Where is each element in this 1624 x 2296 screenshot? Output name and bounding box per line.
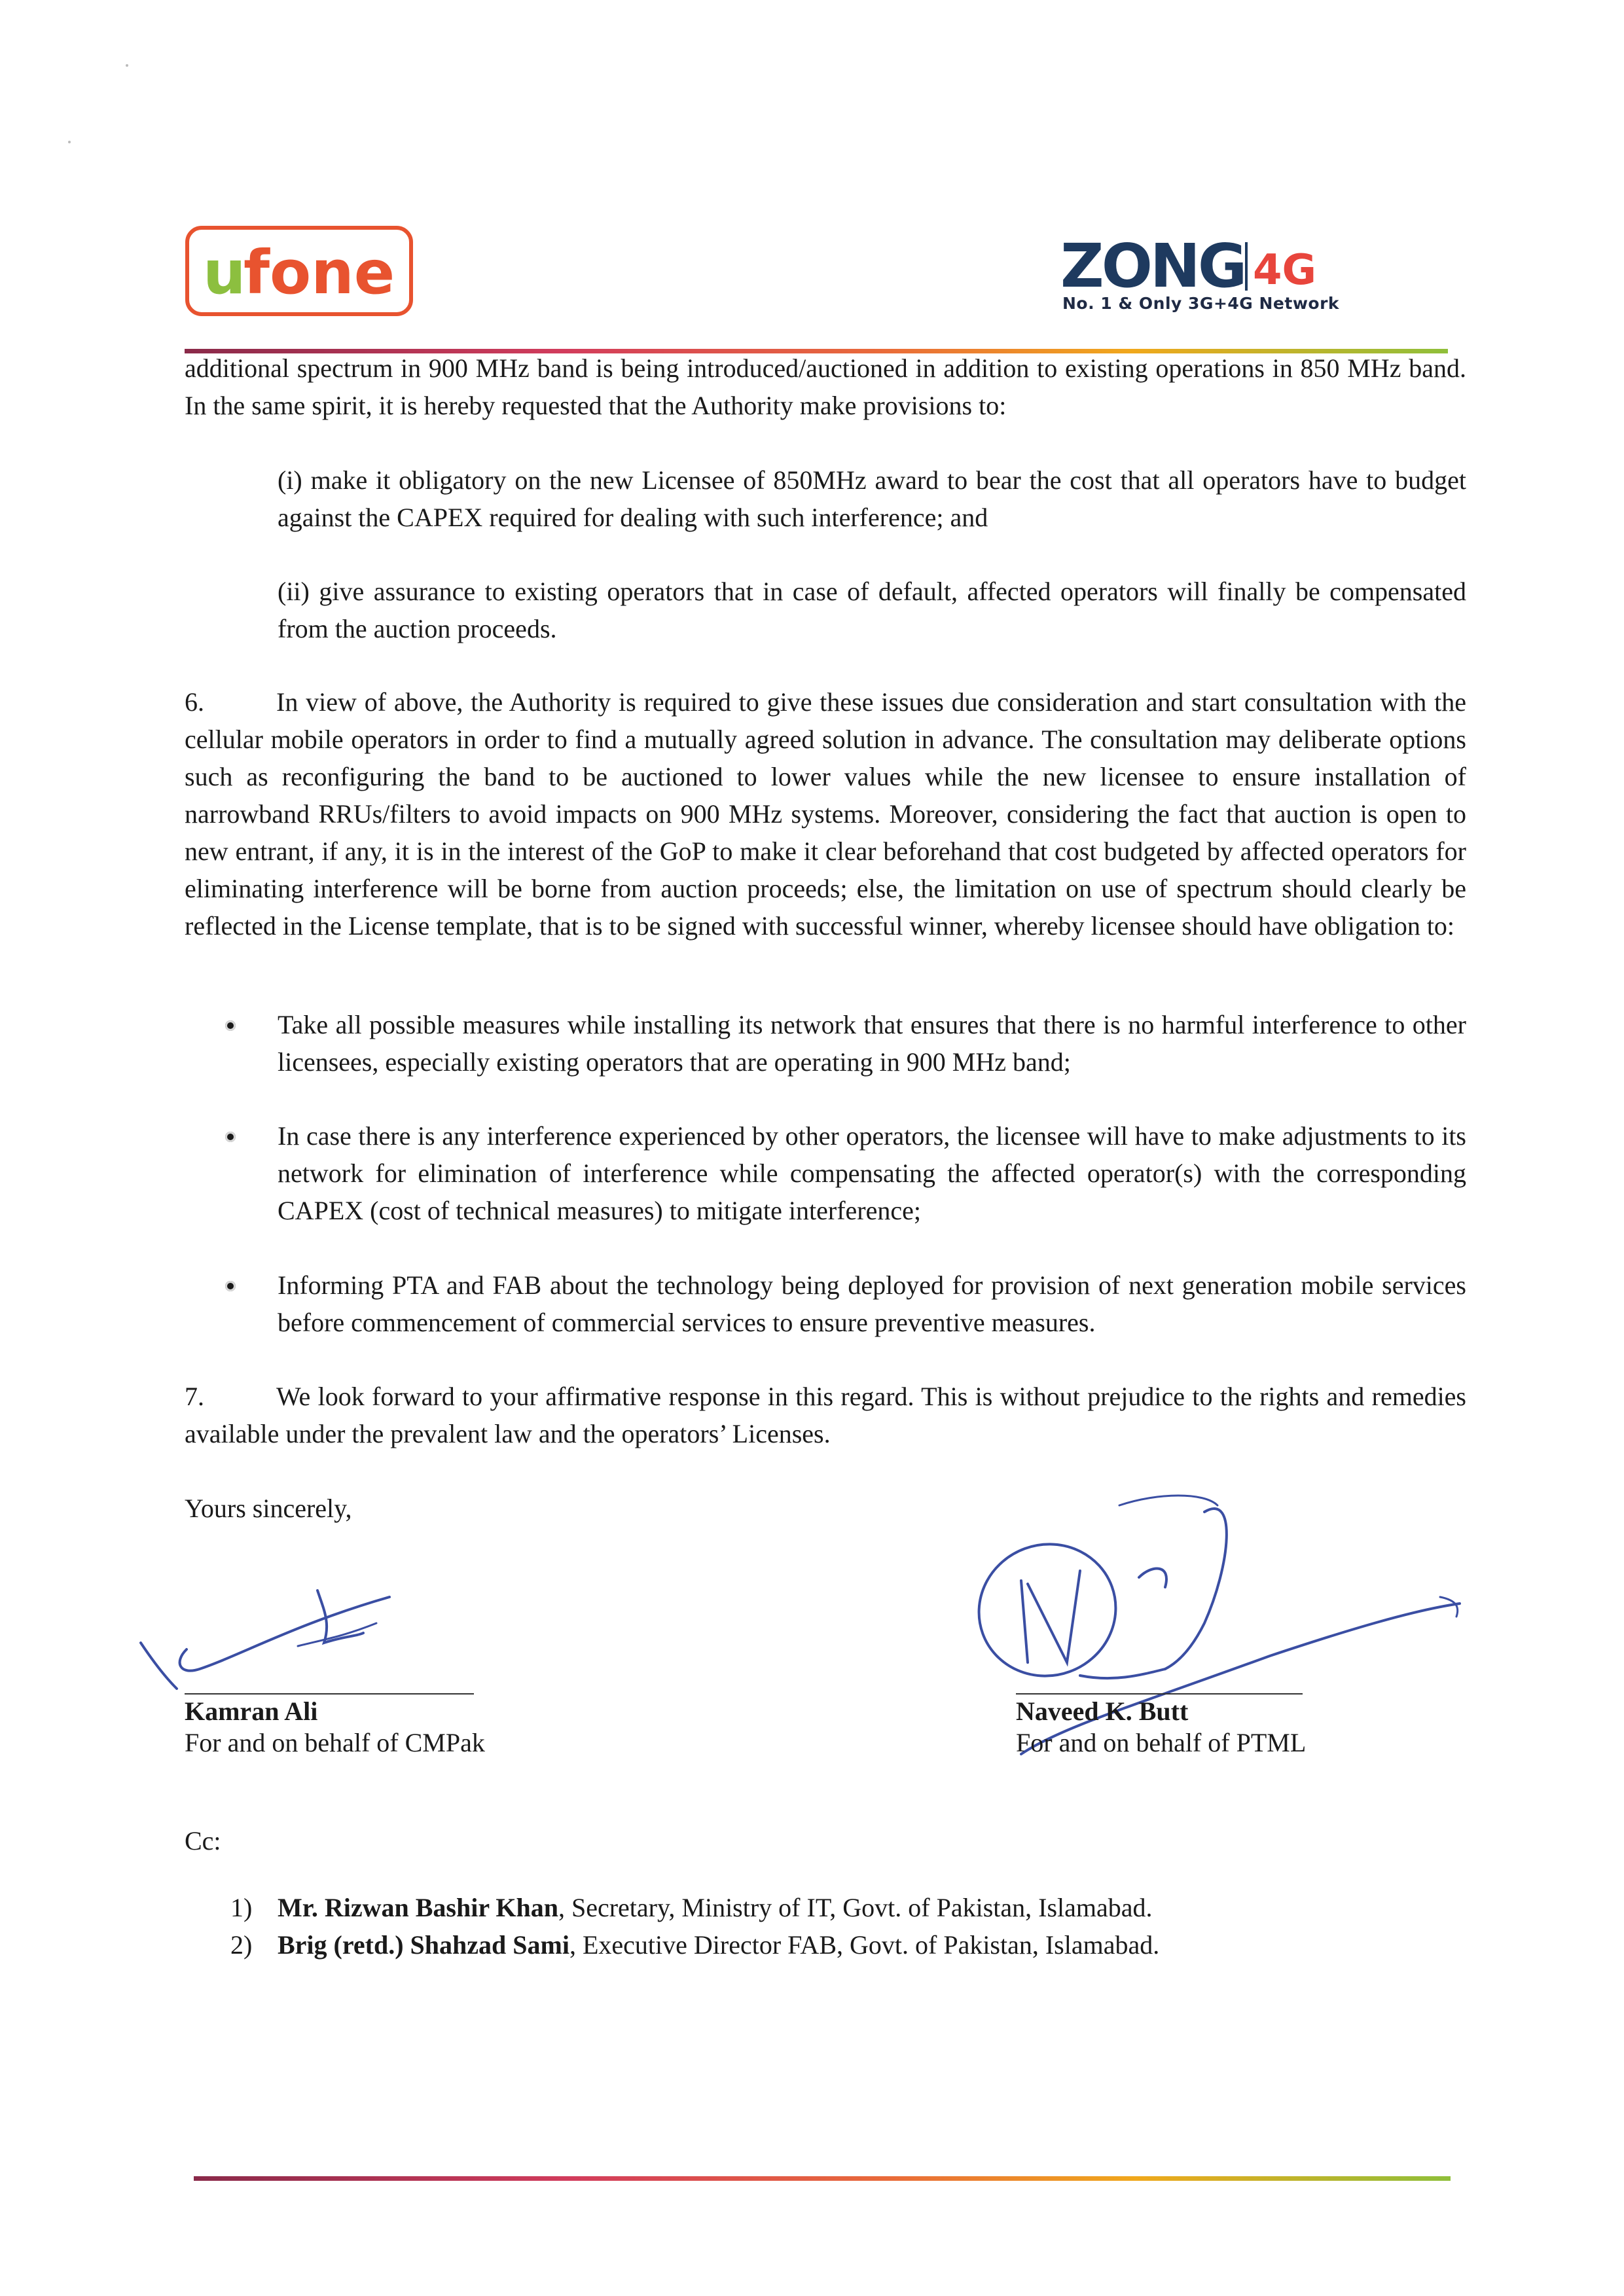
list-item-text: In case there is any interference experienced by other operators, the licensee will have to make adjustments to its network for elimination of interference while compensating the affected operator(s) with the corresponding CAPEX (cost of technical measures) to mitigate interference; [278,1121,1466,1225]
cc-label: Cc: [185,1826,221,1856]
signature-line-right [1016,1693,1303,1695]
signatory-role-left: For and on behalf of CMPak [185,1728,485,1757]
zong-tagline: No. 1 & Only 3G+4G Network [1062,294,1340,313]
signatory-name-left: Kamran Ali [185,1696,318,1726]
paragraph-7 [185,1378,1466,1452]
cc-entry-name: Mr. Rizwan Bashir Khan [278,1893,558,1922]
bullet-icon [225,1132,236,1142]
signatory-role-right: For and on behalf of PTML [1016,1728,1307,1757]
list-item-text: Informing PTA and FAB about the technology being deployed for provision of next generation mobile services before commencement of commercial services to ensure preventive measures. [278,1270,1466,1337]
cc-entry [230,1926,1159,1964]
signatory-name-right: Naveed K. Butt [1016,1696,1189,1726]
cc-entry-name: Brig (retd.) Shahzad Sami [278,1930,569,1960]
zong-logo-4g: 4G [1253,246,1317,295]
footer-rule [194,2176,1451,2181]
scan-speck [126,64,128,67]
paragraph-7-text: We look forward to your affirmative response in this regard. This is without prejudice to the rights and remedies available under the prevalent law and the operators’ Licenses. [185,1382,1466,1448]
scan-speck [68,141,71,143]
sub-item-i: (i) make it obligatory on the new Licensee of 850MHz award to bear the cost that all operators have to budget against the CAPEX required for dealing with such interference; and [278,465,1466,532]
sub-item-ii: (ii) give assurance to existing operators that in case of default, affected operators will finally be compensated from the auction proceeds. [278,577,1466,643]
ufone-logo [185,225,414,317]
closing-salutation: Yours sincerely, [185,1494,352,1523]
ufone-logo-fone: fone [244,238,395,308]
cc-entry-number: 1) [230,1893,253,1922]
cc-entry-detail: , Executive Director FAB, Govt. of Pakistan, Islamabad. [569,1930,1160,1960]
paragraph-6-number: 6. [185,687,204,717]
list-item-text: Take all possible measures while installing its network that ensures that there is no harmful interference to other licensees, especially existing operators that are operating in 900 MHz band; [278,1010,1466,1077]
cc-entry [230,1889,1153,1926]
intro-paragraph: additional spectrum in 900 MHz band is being introduced/auctioned in addition to existing operations in 850 MHz band. In the same spirit, it is hereby requested that the Authority make provisions to: [185,353,1466,420]
paragraph-6 [185,683,1466,944]
zong-logo-word: ZONG [1060,231,1245,301]
bullet-icon [225,1020,236,1031]
ufone-logo-u: u [203,238,246,308]
signature-line-left [185,1693,474,1695]
paragraph-7-number: 7. [185,1382,204,1411]
bullet-icon [225,1281,236,1291]
cc-entry-detail: , Secretary, Ministry of IT, Govt. of Pakistan, Islamabad. [558,1893,1153,1922]
paragraph-6-text: In view of above, the Authority is required to give these issues due consideration and start consultation with the cellular mobile operators in order to find a mutually agreed solution in advance. The consultation may deliberate options such as reconfiguring the band to be auctioned to lower values while the new licensee to ensure installation of narrowband RRUs/filters to avoid impacts on 900 MHz systems. Moreover, considering the fact that auction is open to new entrant, if any, it is in the interest of the GoP to make it clear beforehand that cost budgeted by affected operators for eliminating interference will be borne from auction proceeds; else, the limitation on use of spectrum should clearly be reflected in the License template, that is to be signed with successful winner, whereby licensee should have obligation to: [185,687,1466,941]
cc-entry-number: 2) [230,1930,253,1960]
